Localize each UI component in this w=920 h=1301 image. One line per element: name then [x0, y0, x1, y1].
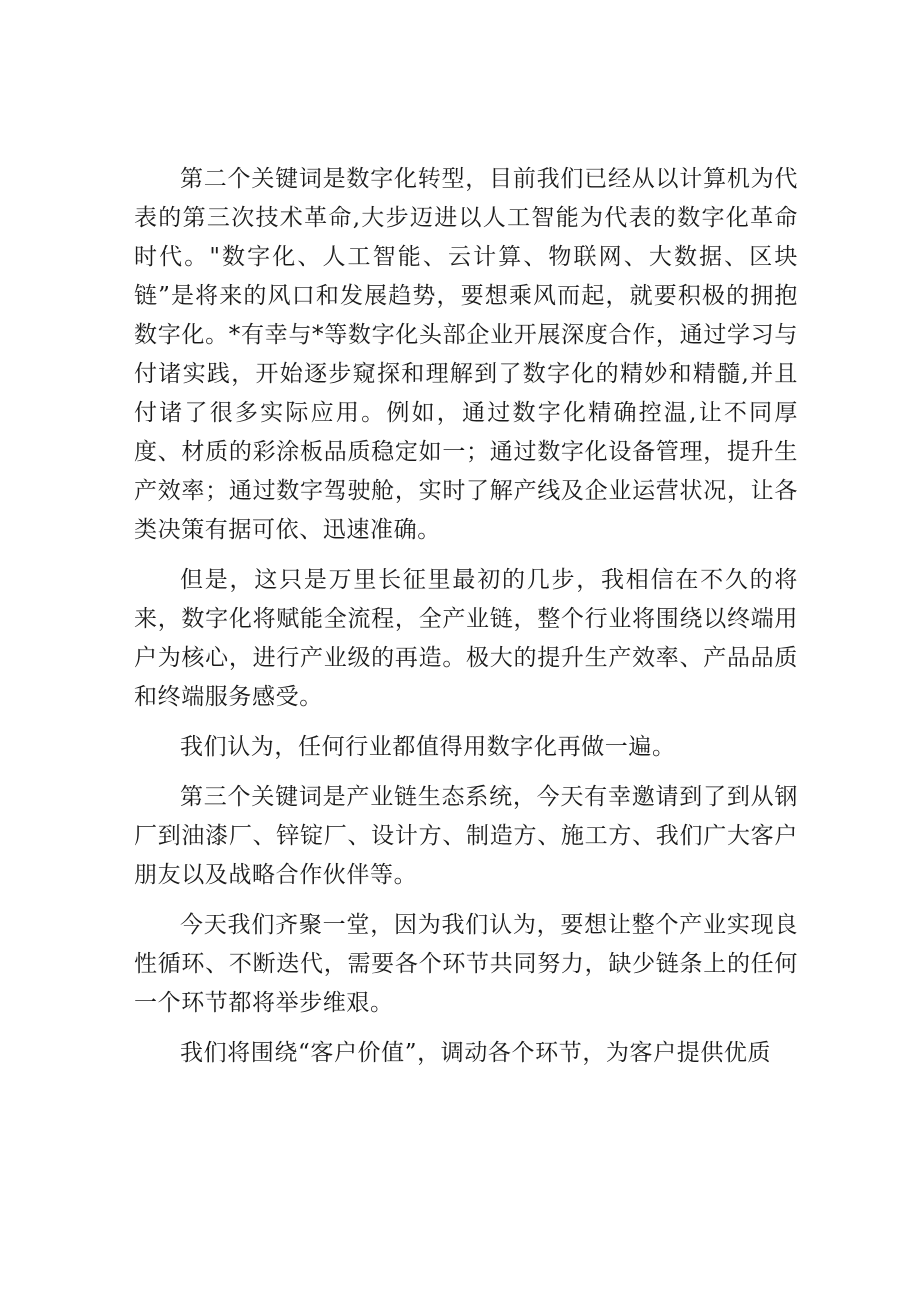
paragraph-every-industry: 我们认为，任何行业都值得用数字化再做一遍。 [180, 734, 676, 760]
paragraph-long-march: 但是，这只是万里长征里最初的几步，我相信在不久的将来，数字化将赋能全流程，全产业链，整个行业将围绕以终端用户为核心，进行产业级的再造。极大的提升生产效率、产品品质和终端服务感受。 [134, 567, 798, 710]
paragraph-gathering: 今天我们齐聚一堂，因为我们认为，要想让整个产业实现良性循环、不断迭代，需要各个环节共同努力，缺少链条上的任何一个环节都将举步维艰。 [134, 912, 798, 1016]
document-body [134, 160, 798, 1084]
paragraph-digital-transformation: 第二个关键词是数字化转型，目前我们已经从以计算机为代表的第三次技术革命,大步迈进以人工智能为代表的数字化革命时代。"数字化、人工智能、云计算、物联网、大数据、区块链”是将来的风口和发展趋势，要想乘风而起，就要积极的拥抱数字化。*有幸与*等数字化头部企业开展深度合作，通过学习与付诸实践，开始逐步窥探和理解到了数字化的精妙和精髓,并且付诸了很多实际应用。例如，通过数字化精确控温,让不同厚度、材质的彩涂板品质稳定如一；通过数字化设备管理，提升生产效率；通过数字驾驶舱，实时了解产线及企业运营状况，让各类决策有据可依、迅速准确。 [134, 166, 798, 543]
paragraph-customer-value: 我们将围绕“客户价值”，调动各个环节，为客户提供优质 [180, 1040, 772, 1066]
paragraph-industry-chain: 第三个关键词是产业链生态系统，今天有幸邀请到了到从钢厂到油漆厂、锌锭厂、设计方、制造方、施工方、我们广大客户朋友以及战略合作伙伴等。 [134, 784, 798, 888]
